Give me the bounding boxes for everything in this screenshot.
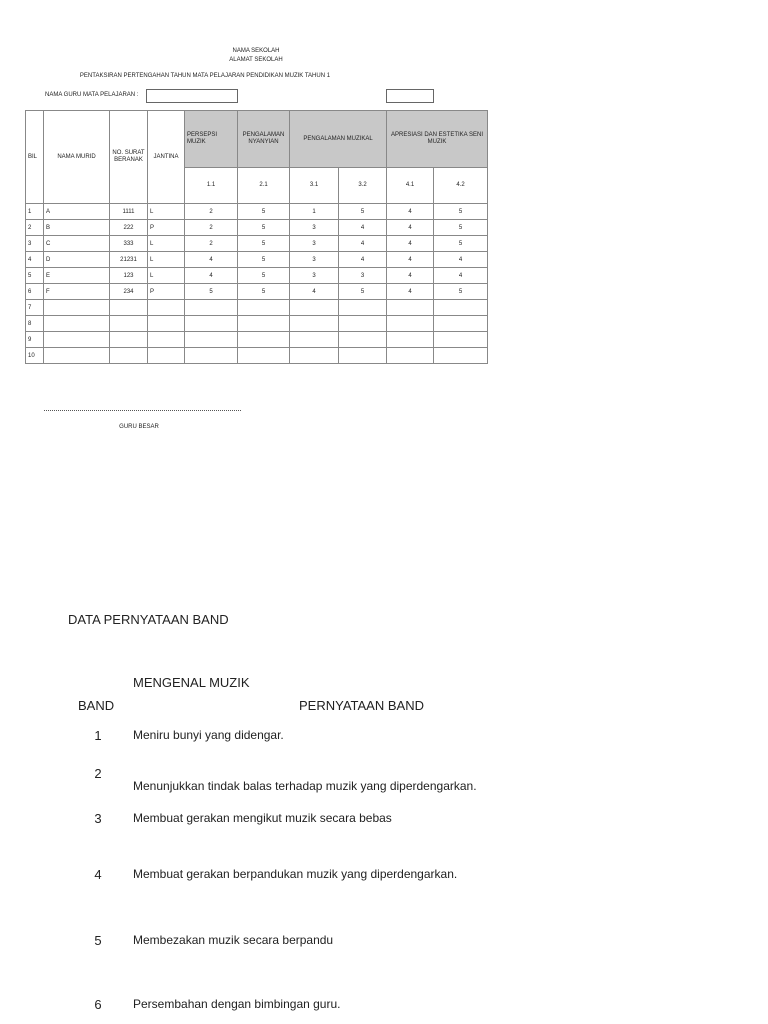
row-bil: 7 [26,300,44,316]
row-score: 4 [434,268,488,284]
row-score: 5 [238,268,290,284]
subcol-3-1: 3.1 [290,167,339,203]
header-name: NAMA MURID [44,111,110,204]
row-score: 5 [434,204,488,220]
band-column-header: BAND [78,698,115,713]
row-score: 3 [290,236,339,252]
row-score [387,300,434,316]
table-row [26,236,488,252]
row-name: C [44,236,110,252]
row-score [238,332,290,348]
band-statement: Persembahan dengan bimbingan guru. [133,997,341,1011]
row-name: F [44,284,110,300]
statement-column-header: PERNYATAAN BAND [299,698,424,713]
group-muzikal: PENGALAMAN MUZIKAL [290,111,387,168]
row-score [290,316,339,332]
row-score [339,300,387,316]
row-score: 2 [185,236,238,252]
row-name [44,332,110,348]
header-gender: JANTINA [148,111,185,204]
row-gender: P [148,284,185,300]
row-score: 5 [434,220,488,236]
band-statement: Meniru bunyi yang didengar. [133,728,284,742]
row-cert [110,316,148,332]
row-cert: 222 [110,220,148,236]
row-score: 4 [339,252,387,268]
row-gender: L [148,268,185,284]
row-score: 5 [185,284,238,300]
signature-line [44,410,241,411]
row-score: 5 [238,252,290,268]
school-name: NAMA SEKOLAH [232,48,280,54]
row-score: 4 [387,268,434,284]
row-bil: 3 [26,236,44,252]
band-section-subtitle: MENGENAL MUZIK [133,675,250,690]
subcol-2-1: 2.1 [238,167,290,203]
class-field[interactable] [386,89,434,103]
table-row [26,284,488,300]
header-cert: NO. SURAT BERANAK [110,111,148,204]
row-gender [148,316,185,332]
row-score: 1 [290,204,339,220]
row-score [387,332,434,348]
subcol-4-1: 4.1 [387,167,434,203]
header-bil: BIL [26,111,44,204]
row-score [339,316,387,332]
band-number: 1 [94,728,102,743]
row-gender: L [148,252,185,268]
row-gender: L [148,204,185,220]
row-score: 5 [238,284,290,300]
signature-label: GURU BESAR [119,424,159,430]
band-number: 5 [94,933,102,948]
table-row [26,348,488,364]
row-score [387,316,434,332]
row-score [434,316,488,332]
row-score: 4 [339,236,387,252]
group-persepsi: PERSEPSI MUZIK [185,111,238,168]
row-gender [148,300,185,316]
row-score: 4 [290,284,339,300]
table-row [26,316,488,332]
row-score: 5 [238,236,290,252]
row-name: E [44,268,110,284]
row-score [339,332,387,348]
row-cert [110,300,148,316]
row-score: 5 [238,204,290,220]
row-name: A [44,204,110,220]
row-score: 4 [387,252,434,268]
row-bil: 2 [26,220,44,236]
row-score [185,316,238,332]
band-statement: Membuat gerakan mengikut muzik secara bebas [133,811,392,825]
group-apresiasi: APRESIASI DAN ESTETIKA SENI MUZIK [387,111,488,168]
row-cert [110,332,148,348]
row-score [238,300,290,316]
band-number: 2 [94,766,102,781]
row-score: 3 [290,252,339,268]
table-row [26,300,488,316]
row-gender [148,332,185,348]
band-number: 6 [94,997,102,1012]
row-cert: 234 [110,284,148,300]
row-name [44,348,110,364]
band-number: 4 [94,867,102,882]
row-score [290,348,339,364]
row-bil: 1 [26,204,44,220]
row-score [434,348,488,364]
table-row [26,268,488,284]
group-nyanyian: PENGALAMAN NYANYIAN [238,111,290,168]
band-statement: Menunjukkan tindak balas terhadap muzik yang diperdengarkan. [133,779,477,793]
row-score [185,332,238,348]
row-bil: 5 [26,268,44,284]
row-score [290,332,339,348]
row-name [44,300,110,316]
row-score [387,348,434,364]
row-score: 5 [339,204,387,220]
row-name: D [44,252,110,268]
row-gender: L [148,236,185,252]
row-score [434,332,488,348]
row-name: B [44,220,110,236]
row-score: 2 [185,204,238,220]
row-score: 4 [434,252,488,268]
row-cert [110,348,148,364]
row-score: 5 [238,220,290,236]
teacher-label: NAMA GURU MATA PELAJARAN : [45,92,139,98]
assessment-title: PENTAKSIRAN PERTENGAHAN TAHUN MATA PELAJARAN PENDIDIKAN MUZIK TAHUN 1 [79,73,331,79]
row-score: 5 [434,236,488,252]
row-cert: 333 [110,236,148,252]
assessment-table [25,110,488,364]
row-cert: 1111 [110,204,148,220]
subcol-3-2: 3.2 [339,167,387,203]
row-score: 3 [290,268,339,284]
row-score: 4 [339,220,387,236]
row-score: 4 [387,284,434,300]
band-statement: Membezakan muzik secara berpandu [133,933,334,947]
row-score: 4 [185,268,238,284]
table-row [26,204,488,220]
row-gender: P [148,220,185,236]
row-gender [148,348,185,364]
band-section-title: DATA PERNYATAAN BAND [68,612,229,627]
row-bil: 6 [26,284,44,300]
teacher-name-field[interactable] [146,89,238,103]
row-score: 4 [185,252,238,268]
row-score [434,300,488,316]
row-bil: 9 [26,332,44,348]
row-score [238,316,290,332]
row-score [339,348,387,364]
row-score: 4 [387,204,434,220]
row-bil: 10 [26,348,44,364]
row-score: 5 [339,284,387,300]
row-score: 2 [185,220,238,236]
row-bil: 4 [26,252,44,268]
row-cert: 21231 [110,252,148,268]
row-score [185,300,238,316]
row-score: 5 [434,284,488,300]
row-bil: 8 [26,316,44,332]
school-address: ALAMAT SEKOLAH [229,57,283,63]
row-score: 3 [290,220,339,236]
row-name [44,316,110,332]
subcol-4-2: 4.2 [434,167,488,203]
row-score [290,300,339,316]
row-score: 3 [339,268,387,284]
row-cert: 123 [110,268,148,284]
table-row [26,220,488,236]
row-score [238,348,290,364]
table-row [26,252,488,268]
table-row [26,332,488,348]
row-score: 4 [387,220,434,236]
row-score: 4 [387,236,434,252]
band-number: 3 [94,811,102,826]
row-score [185,348,238,364]
band-statement: Membuat gerakan berpandukan muzik yang diperdengarkan. [133,867,458,881]
subcol-1-1: 1.1 [185,167,238,203]
